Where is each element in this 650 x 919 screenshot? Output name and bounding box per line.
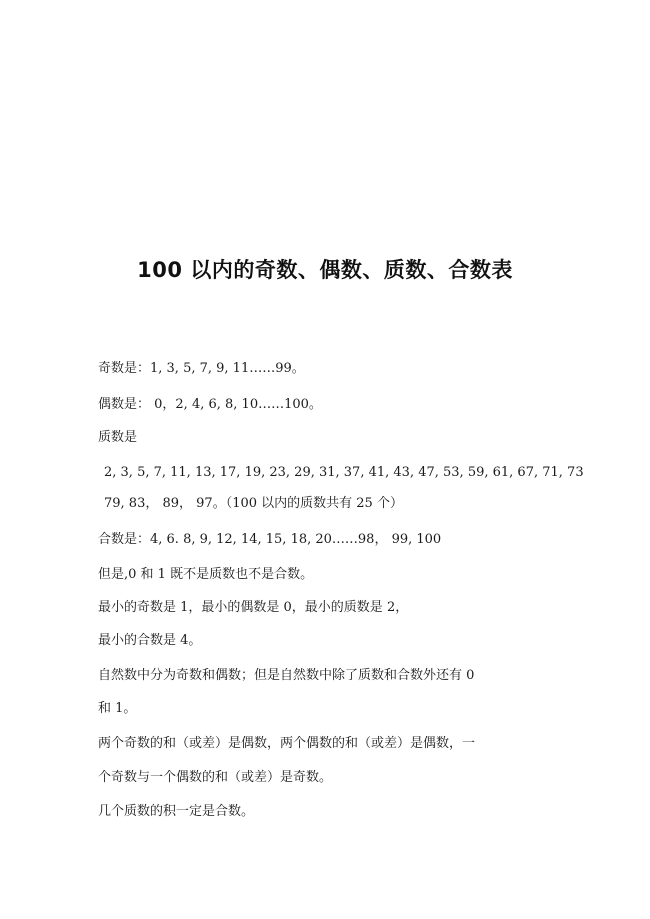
zero-one-note: 但是,0 和 1 既不是质数也不是合数。 (98, 567, 314, 582)
sum-rule-line-2: 个奇数与一个偶数的和（或差）是奇数。 (98, 770, 333, 785)
prime-numbers-heading: 质数是 (98, 430, 138, 445)
product-rule-line: 几个质数的积一定是合数。 (98, 804, 255, 819)
prime-numbers-list-line-1: 2, 3, 5, 7, 11, 13, 17, 19, 23, 29, 31, 37, 41, 43, 47, 53, 59, 61, 67, 71, 73 (104, 465, 584, 480)
odd-numbers-line: 奇数是：1, 3, 5, 7, 9, 11……99。 (98, 361, 305, 376)
smallest-numbers-line-2: 最小的合数是 4。 (98, 633, 202, 648)
sum-rule-line-1: 两个奇数的和（或差）是偶数，两个偶数的和（或差）是偶数，一 (98, 736, 476, 751)
natural-numbers-line-2: 和 1。 (98, 701, 137, 716)
composite-numbers-line: 合数是：4, 6. 8, 9, 12, 14, 15, 18, 20……98， 99, 100 (98, 532, 442, 547)
document-title: 100 以内的奇数、偶数、质数、合数表 (137, 258, 513, 282)
prime-numbers-list-line-2: 79, 83， 89， 97。（100 以内的质数共有 25 个） (104, 496, 403, 511)
smallest-numbers-line-1: 最小的奇数是 1，最小的偶数是 0，最小的质数是 2， (98, 600, 409, 615)
even-numbers-line: 偶数是： 0，2, 4, 6, 8, 10……100。 (98, 397, 322, 412)
natural-numbers-line-1: 自然数中分为奇数和偶数；但是自然数中除了质数和合数外还有 0 (98, 668, 475, 683)
